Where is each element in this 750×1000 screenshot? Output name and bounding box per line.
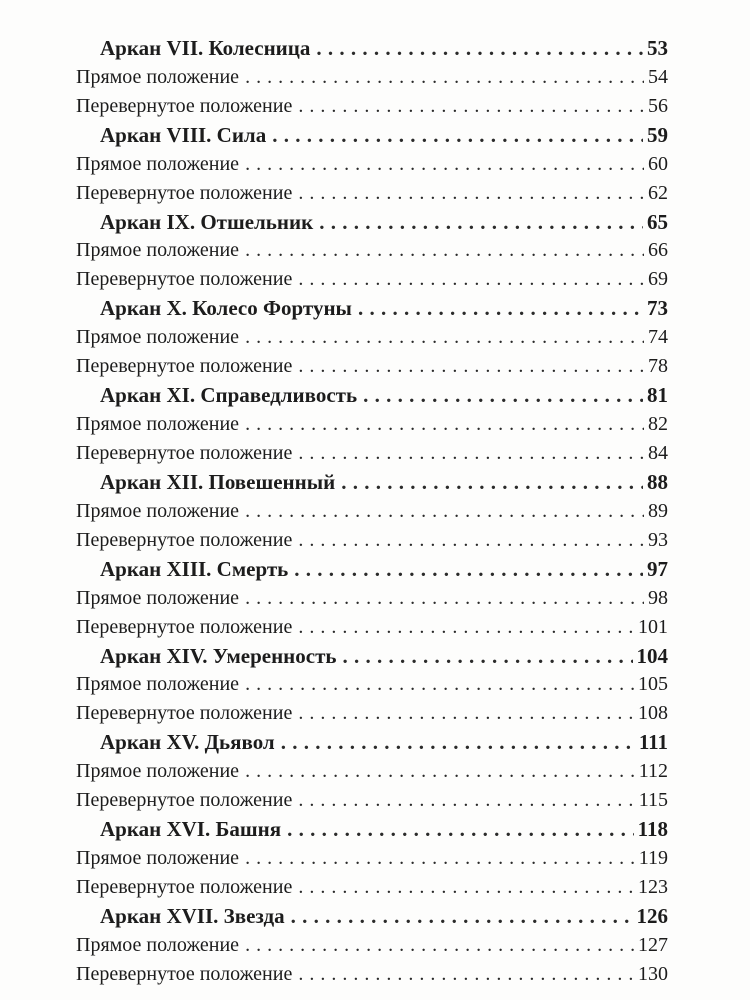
toc-subentry <box>76 757 668 786</box>
toc-subentry <box>76 613 668 642</box>
toc-subentry <box>76 63 668 92</box>
toc-section <box>76 468 668 555</box>
subentry-title: Перевернутое положение <box>76 94 293 117</box>
dot-leader <box>298 613 634 642</box>
subentry-title: Перевернутое положение <box>76 528 293 551</box>
dot-leader <box>245 150 644 179</box>
subentry-page-number: 101 <box>638 615 668 638</box>
arcana-title: Аркан XV. Дьявол <box>100 730 275 755</box>
toc-arcana-entry <box>76 468 668 497</box>
subentry-title: Прямое положение <box>76 499 240 522</box>
subentry-page-number: 108 <box>638 702 668 725</box>
dot-leader <box>341 468 643 497</box>
arcana-page-number: 97 <box>647 556 668 581</box>
subentry-page-number: 69 <box>648 268 668 291</box>
toc-subentry <box>76 179 668 208</box>
toc-subentry <box>76 786 668 815</box>
subentry-page-number: 123 <box>638 875 668 898</box>
subentry-page-number: 98 <box>648 586 668 609</box>
toc-section <box>76 121 668 208</box>
toc-section <box>76 642 668 729</box>
subentry-page-number: 89 <box>648 499 668 522</box>
toc-subentry <box>76 960 668 989</box>
dot-leader <box>298 699 634 728</box>
toc-arcana-entry <box>76 208 668 237</box>
dot-leader <box>316 34 643 63</box>
arcana-page-number: 104 <box>636 643 668 668</box>
dot-leader <box>363 381 643 410</box>
toc-subentry <box>76 323 668 352</box>
subentry-title: Перевернутое положение <box>76 615 293 638</box>
arcana-title: Аркан XVI. Башня <box>100 817 282 842</box>
arcana-page-number: 81 <box>647 383 668 408</box>
dot-leader <box>245 236 644 265</box>
arcana-title: Аркан X. Колесо Фортуны <box>100 296 352 321</box>
dot-leader <box>319 208 643 237</box>
toc-arcana-entry <box>76 642 668 671</box>
dot-leader <box>298 92 644 121</box>
arcana-title: Аркан VII. Колесница <box>100 36 311 60</box>
arcana-title: Аркан VIII. Сила <box>100 122 267 147</box>
toc-section <box>76 294 668 381</box>
dot-leader <box>298 265 644 294</box>
toc-arcana-entry <box>76 902 668 931</box>
arcana-title: Аркан XIII. Смерть <box>100 556 289 581</box>
toc-subentry <box>76 439 668 468</box>
subentry-title: Прямое положение <box>76 326 240 349</box>
toc-section <box>76 34 668 121</box>
subentry-title: Перевернутое положение <box>76 702 293 725</box>
arcana-page-number: 59 <box>647 122 668 147</box>
subentry-title: Перевернутое положение <box>76 355 293 378</box>
toc-arcana-entry <box>76 728 668 757</box>
subentry-title: Перевернутое положение <box>76 268 293 291</box>
dot-leader <box>298 352 644 381</box>
subentry-page-number: 127 <box>638 933 668 956</box>
dot-leader <box>298 786 634 815</box>
toc-subentry <box>76 92 668 121</box>
subentry-page-number: 115 <box>638 789 668 812</box>
toc-subentry <box>76 670 668 699</box>
toc-arcana-entry <box>76 294 668 323</box>
subentry-title: Прямое положение <box>76 239 240 262</box>
toc-arcana-entry <box>76 381 668 410</box>
dot-leader <box>245 757 635 786</box>
toc-subentry <box>76 699 668 728</box>
subentry-title: Прямое положение <box>76 413 240 436</box>
toc-subentry <box>76 584 668 613</box>
subentry-page-number: 105 <box>638 673 668 696</box>
subentry-title: Перевернутое положение <box>76 181 293 204</box>
dot-leader <box>245 497 644 526</box>
arcana-page-number: 126 <box>636 903 668 928</box>
toc-section <box>76 381 668 468</box>
subentry-page-number: 112 <box>638 760 668 783</box>
subentry-title: Прямое положение <box>76 847 240 870</box>
toc-section <box>76 902 668 989</box>
toc-subentry <box>76 497 668 526</box>
dot-leader <box>245 670 634 699</box>
arcana-page-number: 53 <box>647 36 668 60</box>
subentry-page-number: 78 <box>648 355 668 378</box>
dot-leader <box>245 323 644 352</box>
dot-leader <box>298 439 644 468</box>
dot-leader <box>272 121 643 150</box>
arcana-page-number: 73 <box>647 296 668 321</box>
arcana-page-number: 65 <box>647 209 668 234</box>
subentry-page-number: 54 <box>648 65 668 88</box>
subentry-page-number: 62 <box>648 181 668 204</box>
subentry-title: Прямое положение <box>76 673 240 696</box>
arcana-page-number: 118 <box>637 817 668 842</box>
subentry-title: Прямое положение <box>76 933 240 956</box>
subentry-title: Перевернутое положение <box>76 875 293 898</box>
dot-leader <box>245 63 644 92</box>
subentry-page-number: 93 <box>648 528 668 551</box>
dot-leader <box>298 960 634 989</box>
toc-subentry <box>76 873 668 902</box>
toc-subentry <box>76 352 668 381</box>
toc-section <box>76 815 668 902</box>
subentry-title: Прямое положение <box>76 152 240 175</box>
table-of-contents <box>76 34 668 989</box>
dot-leader <box>358 294 643 323</box>
toc-subentry <box>76 931 668 960</box>
toc-subentry <box>76 236 668 265</box>
dot-leader <box>281 728 635 757</box>
dot-leader <box>294 555 643 584</box>
subentry-page-number: 130 <box>638 962 668 985</box>
toc-subentry <box>76 150 668 179</box>
toc-arcana-entry <box>76 34 668 63</box>
dot-leader <box>245 931 634 960</box>
subentry-title: Перевернутое положение <box>76 789 293 812</box>
arcana-title: Аркан XIV. Умеренность <box>100 643 337 668</box>
subentry-title: Перевернутое положение <box>76 962 293 985</box>
dot-leader <box>245 410 644 439</box>
arcana-title: Аркан XI. Справедливость <box>100 383 358 408</box>
toc-arcana-entry <box>76 555 668 584</box>
dot-leader <box>343 642 633 671</box>
subentry-page-number: 119 <box>638 847 668 870</box>
subentry-title: Прямое положение <box>76 586 240 609</box>
toc-arcana-entry <box>76 815 668 844</box>
subentry-page-number: 60 <box>648 152 668 175</box>
arcana-page-number: 88 <box>647 469 668 494</box>
arcana-title: Аркан IX. Отшельник <box>100 209 314 234</box>
subentry-page-number: 66 <box>648 239 668 262</box>
toc-section <box>76 208 668 295</box>
subentry-title: Прямое положение <box>76 65 240 88</box>
subentry-page-number: 82 <box>648 413 668 436</box>
arcana-page-number: 111 <box>638 730 668 755</box>
toc-subentry <box>76 410 668 439</box>
arcana-title: Аркан XII. Повешенный <box>100 469 336 494</box>
subentry-page-number: 56 <box>648 94 668 117</box>
dot-leader <box>287 815 634 844</box>
subentry-title: Перевернутое положение <box>76 441 293 464</box>
dot-leader <box>298 526 644 555</box>
dot-leader <box>245 844 635 873</box>
toc-arcana-entry <box>76 121 668 150</box>
toc-subentry <box>76 526 668 555</box>
subentry-page-number: 84 <box>648 441 668 464</box>
dot-leader <box>291 902 633 931</box>
toc-subentry <box>76 265 668 294</box>
toc-subentry <box>76 844 668 873</box>
dot-leader <box>298 179 644 208</box>
subentry-title: Прямое положение <box>76 760 240 783</box>
toc-section <box>76 728 668 815</box>
dot-leader <box>298 873 634 902</box>
subentry-page-number: 74 <box>648 326 668 349</box>
toc-section <box>76 555 668 642</box>
dot-leader <box>245 584 644 613</box>
arcana-title: Аркан XVII. Звезда <box>100 903 285 928</box>
